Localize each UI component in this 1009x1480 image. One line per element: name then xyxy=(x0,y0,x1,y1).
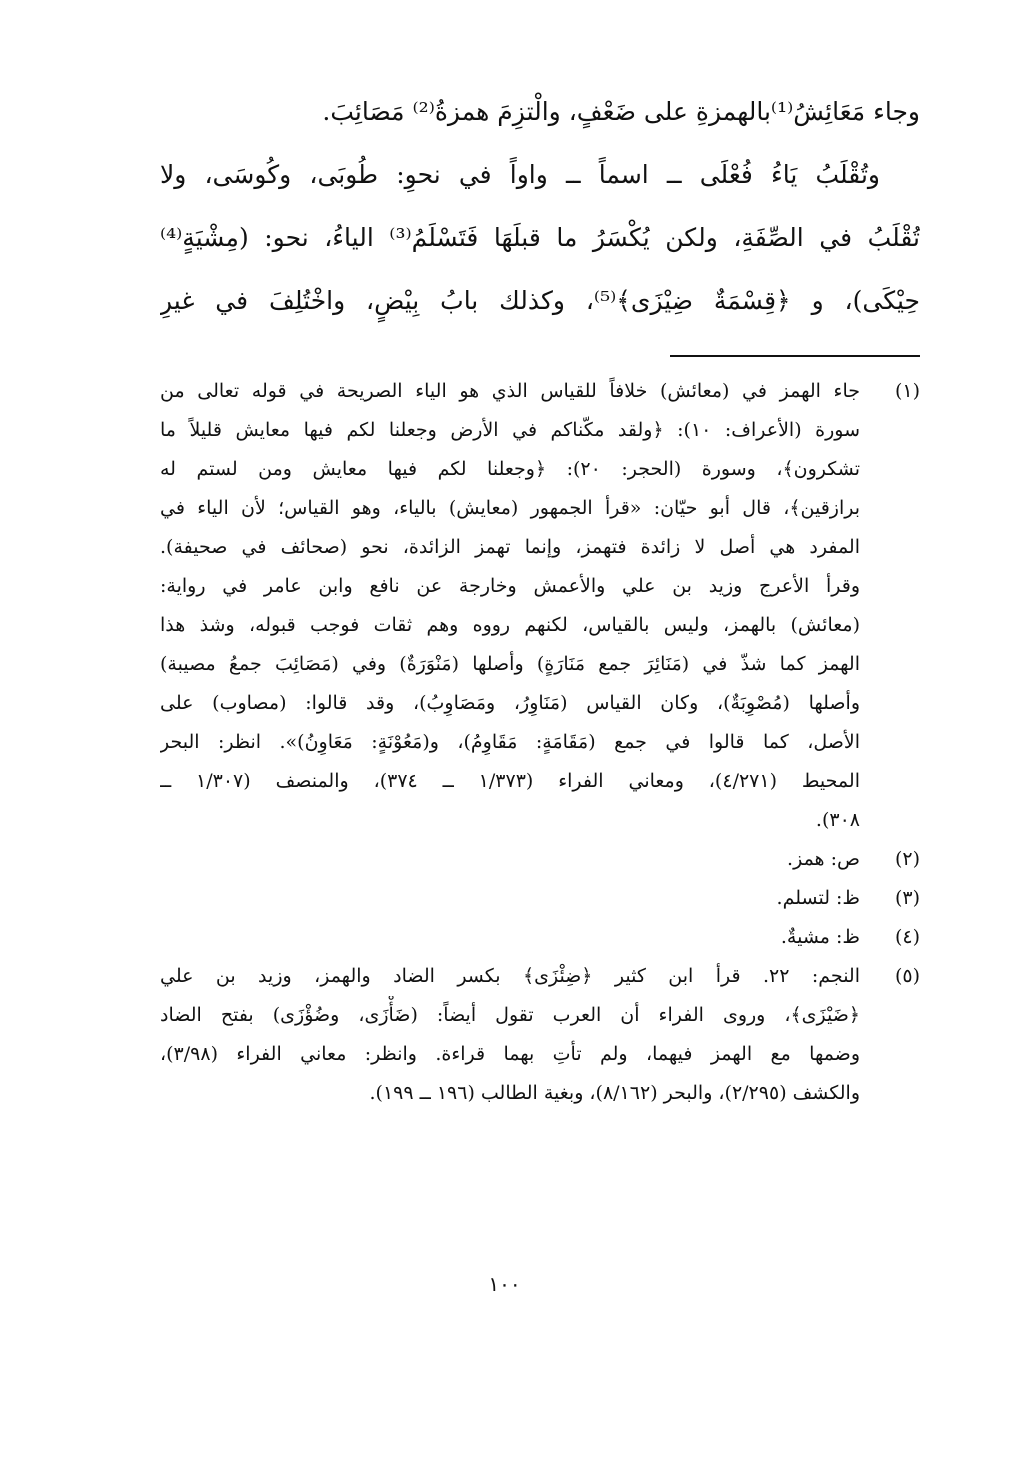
footnote-line: سورة (الأعراف: ١٠): ﴿ولقد مكّناكم في الأرض وجعلنا لكم فيها معايش قليلاً ما xyxy=(160,419,860,441)
footnote-line: ص: همز. xyxy=(787,848,860,870)
footnote-line: النجم: ٢٢. قرأ ابن كثير ﴿ضِئْزَى﴾ بكسر الضاد والهمز، وزيد بن علي xyxy=(160,965,860,987)
footnote-1 xyxy=(160,372,920,840)
footnote-2 xyxy=(160,840,920,879)
main-text xyxy=(160,80,920,332)
footnote-marker: (٥) xyxy=(894,965,920,987)
footnote-line: ٣٠٨). xyxy=(815,809,860,831)
footnote-marker: (٤) xyxy=(894,926,920,948)
main-text-line: تُقْلَبُ في الصِّفَةِ، ولكن يُكْسَرُ ما قبلَهَا فَتَسْلَمُ⁽³⁾ الياءُ، نحو: (مِشْيَةٍ⁽⁴⁾ xyxy=(160,223,920,252)
footnote-line: المفرد هي أصل لا زائدة فتهمز، وإنما تهمز الزائدة، نحو (صحائف في صحيفة). xyxy=(160,536,860,558)
footnote-line: الهمز كما شذّ في (مَنَائِرَ جمع مَنَارَةٍ) وأصلها (مَنْوَرَةٌ) وفي (مَصَائِبَ جمعُ مصيبة) xyxy=(160,653,860,675)
footnote-3 xyxy=(160,879,920,918)
footnote-line: جاء الهمز في (معائش) خلافاً للقياس الذي هو الياء الصريحة في قوله تعالى من xyxy=(160,380,860,402)
main-text-line: وتُقْلَبُ يَاءُ فُعْلَى ــ اسماً ــ واواً في نحوِ: طُوبَى، وكُوسَى، ولا xyxy=(160,160,880,189)
footnote-line: الأصل، كما قالوا في جمع (مَقَامَةٍ: مَقَاوِمُ)، و(مَعُوْنَةٍ: مَعَاوِنُ)». انظر: البحر xyxy=(160,731,860,753)
main-text-line: وجاء مَعَائِشُ⁽¹⁾بالهمزةِ على ضَعْفٍ، والْتزِمَ همزةُ⁽²⁾ مَصَائِبَ. xyxy=(322,97,920,126)
main-text-line: حِيْكَى)، و ﴿قِسْمَةٌ ضِيْزَى﴾⁽⁵⁾، وكذلك بابُ بِيْضٍ، واخْتُلِفَ في غيرِ xyxy=(160,286,920,315)
footnote-marker: (٣) xyxy=(894,887,920,909)
footnote-line: والكشف (٢/٢٩٥)، والبحر (٨/١٦٢)، وبغية الطالب (١٩٦ ــ ١٩٩). xyxy=(369,1082,860,1104)
footnote-line: المحيط (٤/٢٧١)، ومعاني الفراء (١/٣٧٣ ــ ٣٧٤)، والمنصف (١/٣٠٧ ــ xyxy=(160,770,860,792)
footnote-line: (معائش) بالهمز، وليس بالقياس، لكنهم رووه وهم ثقات فوجب قبوله، وشذ هذا xyxy=(160,614,860,636)
footnote-5 xyxy=(160,957,920,1113)
footnotes xyxy=(160,372,920,1113)
footnote-line: برازقين﴾، قال أبو حيّان: «قرأ الجمهور (معايش) بالياء، وهو القياس؛ لأن الياء في xyxy=(160,497,860,519)
footnote-line: وضمها مع الهمز فيهما، ولم تأتِ بهما قراءة. وانظر: معاني الفراء (٣/٩٨)، xyxy=(160,1043,860,1065)
footnote-marker: (٢) xyxy=(894,848,920,870)
footnote-line: ظ: مشيةٌ. xyxy=(780,926,860,948)
page-number: ١٠٠ xyxy=(488,1272,521,1296)
footnote-line: تشكرون﴾، وسورة (الحجر: ٢٠): ﴿وجعلنا لكم فيها معايش ومن لستم له xyxy=(160,458,860,480)
footnote-separator xyxy=(670,355,920,357)
footnote-line: وقرأ الأعرج وزيد بن علي والأعمش وخارجة عن نافع وابن عامر في رواية: xyxy=(160,575,860,597)
footnote-line: وأصلها (مُصْوِبَةٌ)، وكان القياس (مَنَاوِرُ، ومَصَاوِبُ)، وقد قالوا: (مصاوب) على xyxy=(160,692,860,714)
footnote-line: ﴿ضَيْزَى﴾، وروى الفراء أن العرب تقول أيضاً: (ضَأْزَى، وضُؤْزَى) بفتح الضاد xyxy=(160,1004,860,1026)
footnote-line: ظ: لتسلم. xyxy=(776,887,860,909)
footnote-marker: (١) xyxy=(894,380,920,402)
footnote-4 xyxy=(160,918,920,957)
